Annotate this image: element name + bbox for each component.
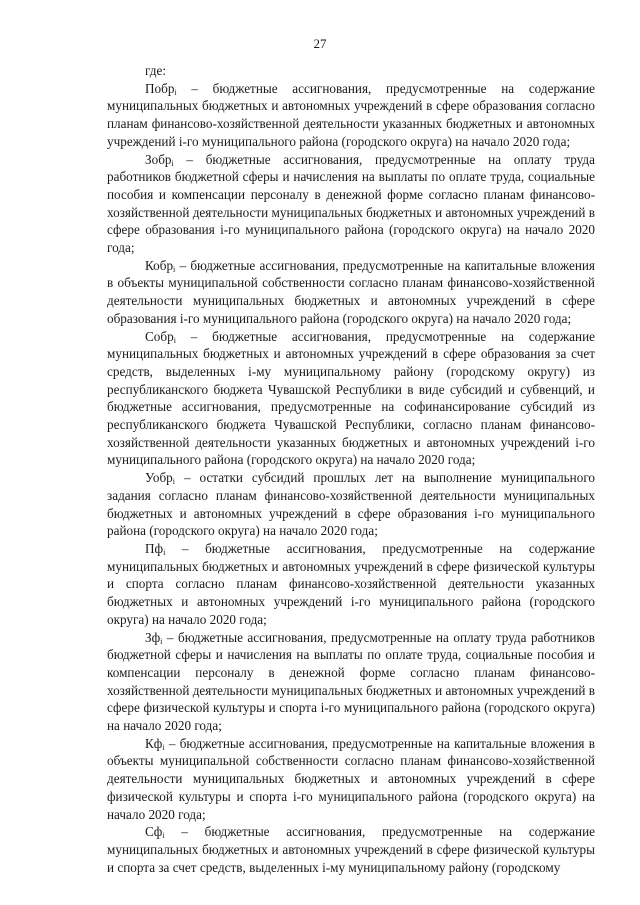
definition-text: – бюджетные ассигнования, предусмотренные на капитальные вложения в объекты муниципальной собственности согласно планам финансово-хозяйственной деятельности муниципальных бюджетных и автономных учреждений в сфере образования i-го муниципального района (городского округа) на начало 2020 года;	[107, 257, 595, 326]
definition-text: – бюджетные ассигнования, предусмотренные на содержание муниципальных бюджетных и автономных учреждений в сфере образования согласно планам финансово-хозяйственной деятельности указанных бюджетных и автономных учреждений i-го муниципального района (городского округа) на начало 2020 года;	[107, 80, 595, 149]
definition-text: – бюджетные ассигнования, предусмотренные на оплату труда работников бюджетной сферы и начисления на выплаты по оплате труда, социальные пособия и компенсации персоналу в денежной форме согласно планам финансово-хозяйственной деятельности муниципальных бюджетных и автономных учреждений в сфере физической культуры и спорта i-го муниципального района (городского округа) на начало 2020 года;	[107, 629, 595, 734]
definition-text: – бюджетные ассигнования, предусмотренные на содержание муниципальных бюджетных и автономных учреждений в сфере образования за счет средств, выделенных i-му муниципальному району (городскому округу) из республиканского бюджета Чувашской Республики в виде субсидий и субвенций, и бюджетные ассигнования, предусмотренные на софинансирование субсидий из республиканского бюджета Чувашской Республики, согласно планам финансово-хозяйственной деятельности указанных бюджетных и автономных учреждений i-го муниципального района (городского округа) на начало 2020 года;	[107, 328, 595, 468]
variable-term: Зобр	[145, 151, 172, 167]
page-number: 27	[313, 36, 327, 51]
variable-term: Собр	[145, 328, 174, 344]
paragraph-definition	[107, 735, 595, 824]
definition-text: – бюджетные ассигнования, предусмотренные на содержание муниципальных бюджетных и автономных учреждений в сфере физической культуры и спорта за счет средств, выделенных i-му муниципальному району (городскому	[107, 824, 595, 875]
definition-text: – бюджетные ассигнования, предусмотренные на содержание муниципальных бюджетных и автономных учреждений в сфере физической культуры и спорта согласно планам финансово-хозяйственной деятельности указанных бюджетных и автономных учреждений i-го муниципального района (городского округа) на начало 2020 года;	[107, 540, 595, 627]
variable-subscript: i	[160, 636, 163, 646]
variable-term: Сф	[145, 824, 163, 840]
paragraph-definition	[107, 540, 595, 629]
paragraph-where	[107, 62, 595, 80]
variable-term: Уобр	[145, 470, 173, 486]
paragraph-definition	[107, 151, 595, 257]
variable-subscript: i	[163, 547, 166, 557]
definition-text: – бюджетные ассигнования, предусмотренные на капитальные вложения в объекты муниципальной собственности согласно планам финансово-хозяйственной деятельности муниципальных бюджетных и автономных учреждений в сфере физической культуры и спорта i-го муниципального района (городского округа) на начало 2020 года;	[107, 735, 595, 822]
variable-term: Пф	[145, 540, 164, 556]
variable-term: Кф	[145, 735, 163, 751]
variable-subscript: i	[173, 264, 176, 274]
variable-subscript: i	[174, 87, 177, 97]
paragraph-definition	[107, 469, 595, 540]
variable-term: Зф	[145, 629, 161, 645]
paragraph-definition	[107, 328, 595, 470]
variable-subscript: i	[171, 158, 174, 168]
variable-subscript: i	[162, 742, 165, 752]
document-body	[107, 62, 595, 876]
variable-term: Кобр	[145, 257, 174, 273]
paragraph-definition	[107, 80, 595, 151]
definition-text: – остатки субсидий прошлых лет на выполнение муниципального задания согласно планам финансово-хозяйственной деятельности муниципальных бюджетных и автономных учреждений в сфере образования i-го муниципального района (городского округа) на начало 2020 года;	[107, 470, 595, 539]
definition-text: – бюджетные ассигнования, предусмотренные на оплату труда работников бюджетной сферы и начисления на выплаты по оплате труда, социальные пособия и компенсации персоналу в денежной форме согласно планам финансово-хозяйственной деятельности муниципальных бюджетных и автономных учреждений в сфере образования i-го муниципального района (городского округа) на начало 2020 года;	[107, 151, 595, 256]
paragraph-definition	[107, 629, 595, 735]
variable-subscript: i	[162, 831, 165, 841]
paragraph-text: где:	[145, 63, 166, 78]
paragraph-definition	[107, 823, 595, 876]
variable-subscript: i	[173, 335, 176, 345]
variable-subscript: i	[172, 477, 175, 487]
paragraph-definition	[107, 257, 595, 328]
variable-term: Побр	[145, 80, 175, 96]
